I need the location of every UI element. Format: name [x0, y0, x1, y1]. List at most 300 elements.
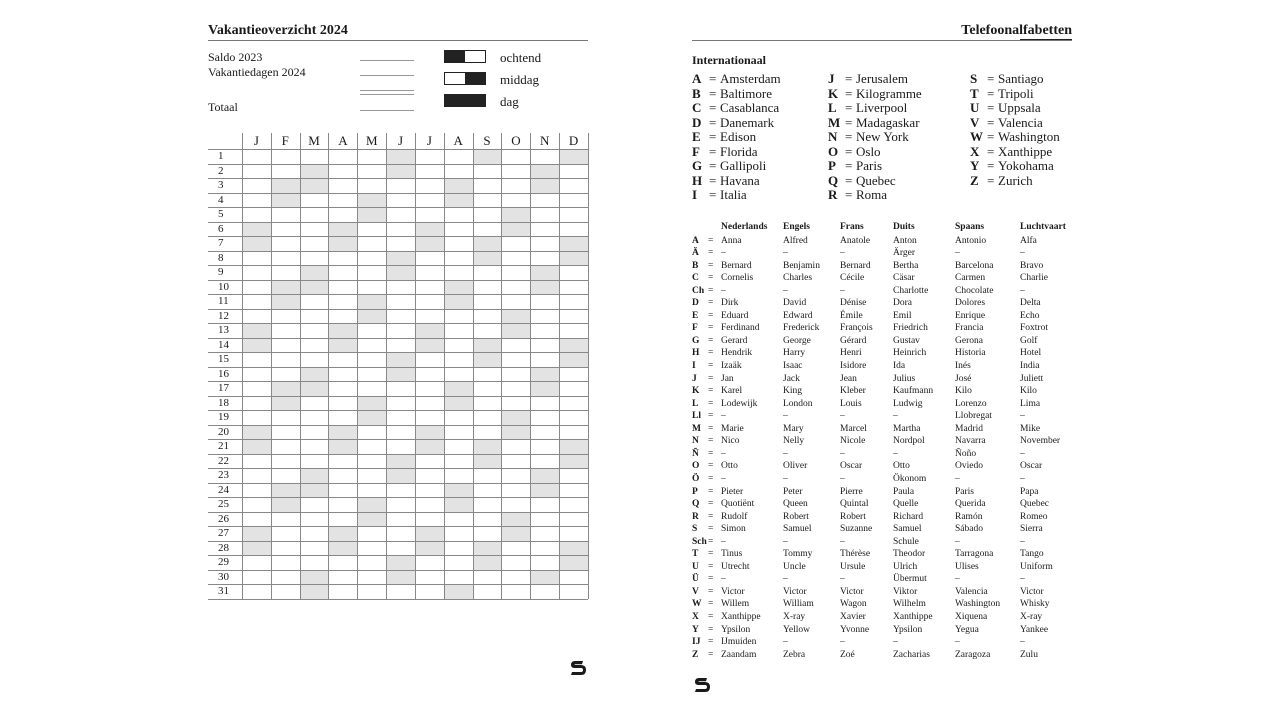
- weekend-cell: [329, 338, 357, 353]
- table-cell: Hotel: [1020, 348, 1042, 359]
- table-cell: X-ray: [783, 612, 806, 622]
- table-cell: Paula: [893, 486, 915, 497]
- table-cell: Willem: [721, 599, 750, 610]
- equals-sign: =: [708, 499, 714, 510]
- month-header: J: [398, 133, 404, 148]
- row-letter: Ch: [692, 285, 705, 296]
- day-number: 26: [218, 512, 229, 525]
- table-cell: Foxtrot: [1020, 323, 1048, 334]
- weekend-cell: [301, 570, 329, 585]
- grid-hline: [208, 410, 588, 411]
- equals-sign: =: [708, 511, 714, 522]
- table-cell: Simon: [721, 524, 746, 535]
- table-cell: London: [783, 398, 813, 409]
- legend-morning-swatch: [444, 50, 486, 63]
- table-cell: Wilhelm: [893, 599, 926, 610]
- weekend-cell: [272, 178, 300, 193]
- international-entry: [692, 87, 832, 102]
- table-cell: Bernard: [840, 260, 871, 271]
- column-header: Frans: [840, 222, 864, 232]
- table-cell: Mike: [1020, 423, 1041, 434]
- entry-letter: O: [828, 143, 839, 159]
- weekend-cell: [445, 178, 473, 193]
- equals-sign: =: [708, 423, 714, 434]
- day-number: 2: [218, 164, 224, 177]
- table-cell: Émile: [840, 310, 863, 321]
- table-cell: Marie: [721, 423, 744, 434]
- weekend-cell: [387, 265, 415, 280]
- weekend-cell: [387, 149, 415, 164]
- weekend-cell: [502, 410, 530, 425]
- row-letter: H: [692, 348, 700, 359]
- row-letter: P: [692, 486, 698, 497]
- row-letter: Ö: [692, 473, 700, 484]
- table-cell: –: [1020, 473, 1025, 484]
- weekend-cell: [387, 367, 415, 382]
- table-cell: Mary: [783, 423, 804, 434]
- entry-word: Gallipoli: [720, 158, 767, 173]
- equals-sign: =: [845, 158, 853, 173]
- day-number: 7: [218, 237, 224, 249]
- table-cell: Papa: [1020, 486, 1039, 497]
- international-heading: Internationaal: [692, 53, 767, 67]
- table-cell: Madrid: [955, 423, 983, 434]
- entry-letter: K: [828, 85, 839, 101]
- weekend-cell: [387, 454, 415, 469]
- table-cell: Jean: [840, 373, 857, 384]
- grid-hline: [208, 352, 588, 353]
- equals-sign: =: [708, 298, 714, 309]
- international-entry: [692, 130, 832, 145]
- weekend-cell: [301, 178, 329, 193]
- weekend-cell: [474, 555, 502, 570]
- weekend-cell: [358, 193, 386, 208]
- entry-letter: S: [970, 71, 978, 86]
- equals-sign: =: [708, 599, 714, 610]
- row-letter: Ü: [692, 574, 699, 585]
- table-cell: Ursule: [840, 561, 866, 572]
- table-cell: Tarragona: [955, 549, 994, 560]
- table-cell: Xiquena: [955, 612, 988, 622]
- weekend-cell: [560, 338, 588, 353]
- title-rule: [208, 40, 588, 41]
- table-cell: –: [783, 285, 788, 296]
- table-cell: –: [783, 448, 788, 459]
- table-cell: Historia: [955, 348, 986, 359]
- row-letter: I: [692, 361, 696, 371]
- row-letter: S: [692, 524, 698, 535]
- table-cell: Peter: [783, 486, 803, 497]
- table-cell: Gérard: [840, 335, 867, 346]
- weekend-cell: [358, 512, 386, 527]
- day-number: 4: [218, 193, 224, 206]
- day-number: 12: [218, 309, 229, 322]
- grid-hline: [208, 468, 588, 469]
- grid-hline: [208, 439, 588, 440]
- day-number: 16: [218, 367, 229, 380]
- table-row: [692, 373, 1072, 386]
- international-entry: [970, 145, 1110, 160]
- row-letter: T: [692, 549, 699, 560]
- equals-sign: =: [708, 285, 714, 296]
- equals-sign: =: [709, 100, 717, 115]
- table-row: [692, 561, 1072, 574]
- weekend-cell: [329, 323, 357, 338]
- equals-sign: =: [987, 129, 995, 144]
- table-cell: Sábado: [955, 524, 983, 535]
- table-cell: –: [721, 574, 726, 585]
- entry-letter: A: [692, 71, 702, 86]
- entry-letter: V: [970, 114, 980, 130]
- table-cell: Oscar: [840, 461, 863, 472]
- day-number: 8: [218, 251, 224, 264]
- equals-sign: =: [708, 461, 714, 472]
- row-letter: M: [692, 423, 701, 434]
- table-cell: Oviedo: [955, 461, 983, 472]
- table-row: [692, 448, 1072, 461]
- row-letter: W: [692, 599, 702, 610]
- table-cell: –: [840, 411, 845, 422]
- international-column: [970, 72, 1110, 188]
- grid-hline: [208, 483, 588, 484]
- table-row: [692, 410, 1072, 423]
- table-cell: Nelly: [783, 436, 805, 447]
- day-number: 13: [218, 324, 229, 336]
- table-cell: Zebra: [783, 649, 806, 660]
- row-letter: IJ: [692, 637, 701, 648]
- table-row: [692, 423, 1072, 436]
- table-cell: Kaufmann: [893, 386, 934, 397]
- row-letter: E: [692, 310, 699, 321]
- table-cell: Ärger: [893, 248, 915, 259]
- grid-hline: [208, 265, 588, 266]
- weekend-cell: [329, 222, 357, 237]
- table-cell: Gerard: [721, 335, 748, 346]
- row-letter: N: [692, 436, 699, 447]
- weekend-cell: [560, 251, 588, 266]
- table-row: [692, 586, 1072, 599]
- weekend-cell: [474, 236, 502, 251]
- table-cell: Ulrich: [893, 561, 918, 572]
- equals-sign: =: [708, 586, 714, 597]
- table-cell: Richard: [893, 511, 924, 522]
- table-cell: Tommy: [783, 549, 813, 560]
- grid-hline: [208, 570, 588, 571]
- table-cell: Julius: [893, 373, 916, 384]
- table-row: [692, 536, 1072, 549]
- table-row: [692, 611, 1072, 624]
- month-header: A: [338, 133, 348, 148]
- international-entry: [970, 87, 1110, 102]
- table-row: [692, 272, 1072, 285]
- weekend-cell: [358, 497, 386, 512]
- table-cell: Charlotte: [893, 285, 929, 296]
- equals-sign: =: [708, 612, 714, 622]
- grid-hline: [208, 512, 588, 513]
- entry-letter: H: [692, 172, 703, 188]
- table-cell: Robert: [783, 511, 809, 522]
- table-cell: –: [1020, 248, 1025, 259]
- weekend-cell: [416, 541, 444, 556]
- entry-letter: C: [692, 100, 702, 115]
- table-cell: Quintal: [840, 499, 869, 510]
- table-cell: Rudolf: [721, 511, 748, 522]
- table-cell: X-ray: [1020, 612, 1043, 622]
- table-cell: Ulises: [955, 561, 979, 572]
- table-cell: Emil: [893, 310, 912, 321]
- table-row: [692, 460, 1072, 473]
- table-row: [692, 335, 1072, 348]
- international-entry: [692, 159, 832, 174]
- equals-sign: =: [709, 85, 717, 101]
- entry-letter: R: [828, 187, 838, 202]
- balance-label: Saldo 2023: [208, 50, 263, 64]
- grid-hline: [208, 207, 588, 208]
- weekend-cell: [358, 309, 386, 324]
- table-cell: Ludwig: [893, 398, 923, 409]
- international-entry: [828, 87, 968, 102]
- table-cell: –: [893, 411, 898, 422]
- entry-word: Amsterdam: [720, 71, 781, 86]
- table-cell: Jan: [721, 373, 734, 384]
- grid-hline: [208, 555, 588, 556]
- table-row: [692, 360, 1072, 373]
- grid-hline: [208, 338, 588, 339]
- entry-letter: Z: [970, 172, 979, 188]
- weekend-cell: [416, 425, 444, 440]
- weekend-cell: [387, 164, 415, 179]
- weekend-cell: [560, 352, 588, 367]
- table-row: [692, 498, 1072, 511]
- table-cell: Yankee: [1020, 624, 1049, 635]
- weekend-cell: [531, 265, 559, 280]
- weekend-cell: [301, 280, 329, 295]
- equals-sign: =: [987, 100, 995, 115]
- international-entry: [828, 188, 968, 203]
- weekend-cell: [560, 236, 588, 251]
- table-cell: Isidore: [840, 361, 867, 371]
- weekend-cell: [474, 352, 502, 367]
- table-cell: Lorenzo: [955, 398, 987, 409]
- equals-sign: =: [708, 574, 714, 585]
- weekend-cell: [531, 164, 559, 179]
- weekend-cell: [387, 251, 415, 266]
- table-cell: Kleber: [840, 386, 866, 397]
- entry-letter: L: [828, 100, 837, 115]
- day-number: 30: [218, 570, 229, 583]
- equals-sign: =: [845, 129, 853, 144]
- table-cell: –: [1020, 536, 1025, 547]
- table-row: [692, 486, 1072, 499]
- weekend-cell: [272, 381, 300, 396]
- table-cell: Queen: [783, 499, 808, 510]
- page-title: Vakantieoverzicht 2024: [208, 23, 348, 38]
- weekend-cell: [416, 236, 444, 251]
- table-cell: Antonio: [955, 235, 987, 246]
- weekend-cell: [243, 425, 271, 440]
- table-cell: Oliver: [783, 461, 808, 472]
- table-cell: –: [840, 536, 845, 547]
- table-cell: Lodewijk: [721, 398, 758, 409]
- grid-hline: [208, 425, 588, 426]
- table-row: [692, 347, 1072, 360]
- equals-sign: =: [708, 536, 714, 547]
- entry-letter: X: [970, 143, 980, 159]
- table-cell: François: [840, 323, 873, 334]
- entry-word: Tripoli: [998, 85, 1034, 101]
- table-cell: Zoé: [840, 649, 855, 660]
- table-cell: –: [1020, 285, 1025, 296]
- month-header: F: [281, 133, 289, 148]
- day-number: 1: [218, 150, 224, 162]
- weekend-cell: [272, 483, 300, 498]
- day-number: 20: [218, 425, 229, 438]
- table-cell: Utrecht: [721, 561, 750, 572]
- weekend-cell: [387, 570, 415, 585]
- row-letter: V: [692, 586, 699, 597]
- row-letter: L: [692, 398, 699, 409]
- table-cell: Frederick: [783, 323, 820, 334]
- table-cell: Hendrik: [721, 348, 753, 359]
- table-cell: –: [840, 285, 845, 296]
- weekend-cell: [474, 439, 502, 454]
- entry-word: Casablanca: [720, 100, 780, 115]
- table-cell: Uniform: [1020, 561, 1053, 572]
- table-cell: Cäsar: [893, 273, 915, 284]
- day-number: 10: [218, 280, 229, 293]
- table-cell: Viktor: [893, 586, 918, 597]
- table-cell: Alfa: [1020, 235, 1037, 246]
- day-number: 6: [218, 222, 224, 235]
- month-header: S: [483, 133, 491, 148]
- table-cell: Delta: [1020, 298, 1041, 309]
- table-cell: Ökonom: [893, 473, 927, 484]
- table-cell: Kilo: [1020, 386, 1037, 397]
- table-cell: Dirk: [721, 298, 739, 309]
- table-cell: Oscar: [1020, 461, 1043, 472]
- row-letter: Ll: [692, 411, 701, 422]
- entry-word: Edison: [720, 129, 757, 144]
- table-cell: Cornelis: [721, 273, 754, 284]
- international-entry: [970, 116, 1110, 131]
- table-cell: Quotiënt: [721, 499, 755, 510]
- entry-word: Baltimore: [720, 85, 772, 101]
- weekend-cell: [502, 425, 530, 440]
- entry-letter: G: [692, 158, 703, 173]
- grid-hline: [208, 149, 588, 150]
- table-row: [692, 511, 1072, 524]
- grid-hline: [208, 526, 588, 527]
- column-header: Luchtvaart: [1020, 222, 1066, 232]
- weekend-cell: [329, 541, 357, 556]
- entry-letter: W: [970, 129, 983, 144]
- table-cell: Robert: [840, 511, 866, 522]
- table-row: [692, 385, 1072, 398]
- table-row: [692, 285, 1072, 298]
- table-cell: Carmen: [955, 273, 986, 284]
- equals-sign: =: [708, 248, 714, 259]
- weekend-cell: [445, 381, 473, 396]
- table-cell: Ida: [893, 361, 906, 371]
- weekend-cell: [358, 294, 386, 309]
- equals-sign: =: [708, 624, 714, 635]
- row-letter: Sch: [692, 536, 707, 547]
- equals-sign: =: [987, 143, 995, 159]
- equals-sign: =: [845, 85, 853, 101]
- weekend-cell: [531, 468, 559, 483]
- row-letter: Z: [692, 649, 699, 660]
- entry-word: Danemark: [720, 114, 775, 130]
- legend-afternoon-swatch: [444, 72, 486, 85]
- page-title: Telefoonalfabetten: [961, 23, 1072, 38]
- table-row: [692, 598, 1072, 611]
- equals-sign: =: [708, 398, 714, 409]
- table-cell: Charles: [783, 273, 813, 284]
- table-cell: Anton: [893, 235, 917, 246]
- entry-word: Valencia: [998, 114, 1043, 130]
- table-cell: Uncle: [783, 561, 806, 572]
- table-cell: –: [955, 473, 960, 484]
- entry-letter: M: [828, 114, 841, 130]
- weekend-cell: [243, 338, 271, 353]
- day-number: 17: [218, 382, 229, 394]
- weekend-cell: [474, 149, 502, 164]
- equals-sign: =: [845, 114, 853, 130]
- weekend-cell: [272, 280, 300, 295]
- weekend-cell: [560, 439, 588, 454]
- table-cell: Victor: [721, 586, 745, 597]
- table-cell: Henri: [840, 348, 862, 359]
- grid-hline: [208, 193, 588, 194]
- entry-word: Paris: [856, 158, 882, 173]
- table-cell: Enrique: [955, 310, 986, 321]
- weekend-cell: [445, 396, 473, 411]
- table-cell: Cécile: [840, 273, 865, 284]
- entry-word: Florida: [720, 143, 758, 159]
- legend-morning-label: ochtend: [500, 50, 542, 65]
- table-row: [692, 435, 1072, 448]
- international-entry: [692, 145, 832, 160]
- table-cell: David: [783, 298, 807, 309]
- table-cell: Harry: [783, 348, 806, 359]
- entry-letter: F: [692, 143, 700, 159]
- grid-hline: [208, 309, 588, 310]
- entry-letter: U: [970, 100, 980, 115]
- total-label: Totaal: [208, 100, 238, 114]
- equals-sign: =: [708, 235, 714, 246]
- balance-line: [360, 60, 414, 61]
- weekend-cell: [445, 584, 473, 599]
- entry-word: Liverpool: [856, 100, 908, 115]
- weekend-cell: [416, 323, 444, 338]
- row-letter: Ä: [692, 248, 699, 259]
- weekend-cell: [301, 367, 329, 382]
- table-cell: William: [783, 599, 814, 610]
- weekend-cell: [243, 323, 271, 338]
- table-row: [692, 548, 1072, 561]
- weekend-cell: [416, 222, 444, 237]
- entry-letter: Q: [828, 172, 839, 188]
- weekend-cell: [301, 483, 329, 498]
- table-row: [692, 624, 1072, 637]
- table-cell: Francia: [955, 323, 984, 334]
- table-cell: –: [955, 536, 960, 547]
- weekend-cell: [531, 570, 559, 585]
- weekend-cell: [301, 468, 329, 483]
- grid-hline: [208, 381, 588, 382]
- grid-hline: [208, 599, 588, 600]
- month-header: J: [426, 133, 432, 148]
